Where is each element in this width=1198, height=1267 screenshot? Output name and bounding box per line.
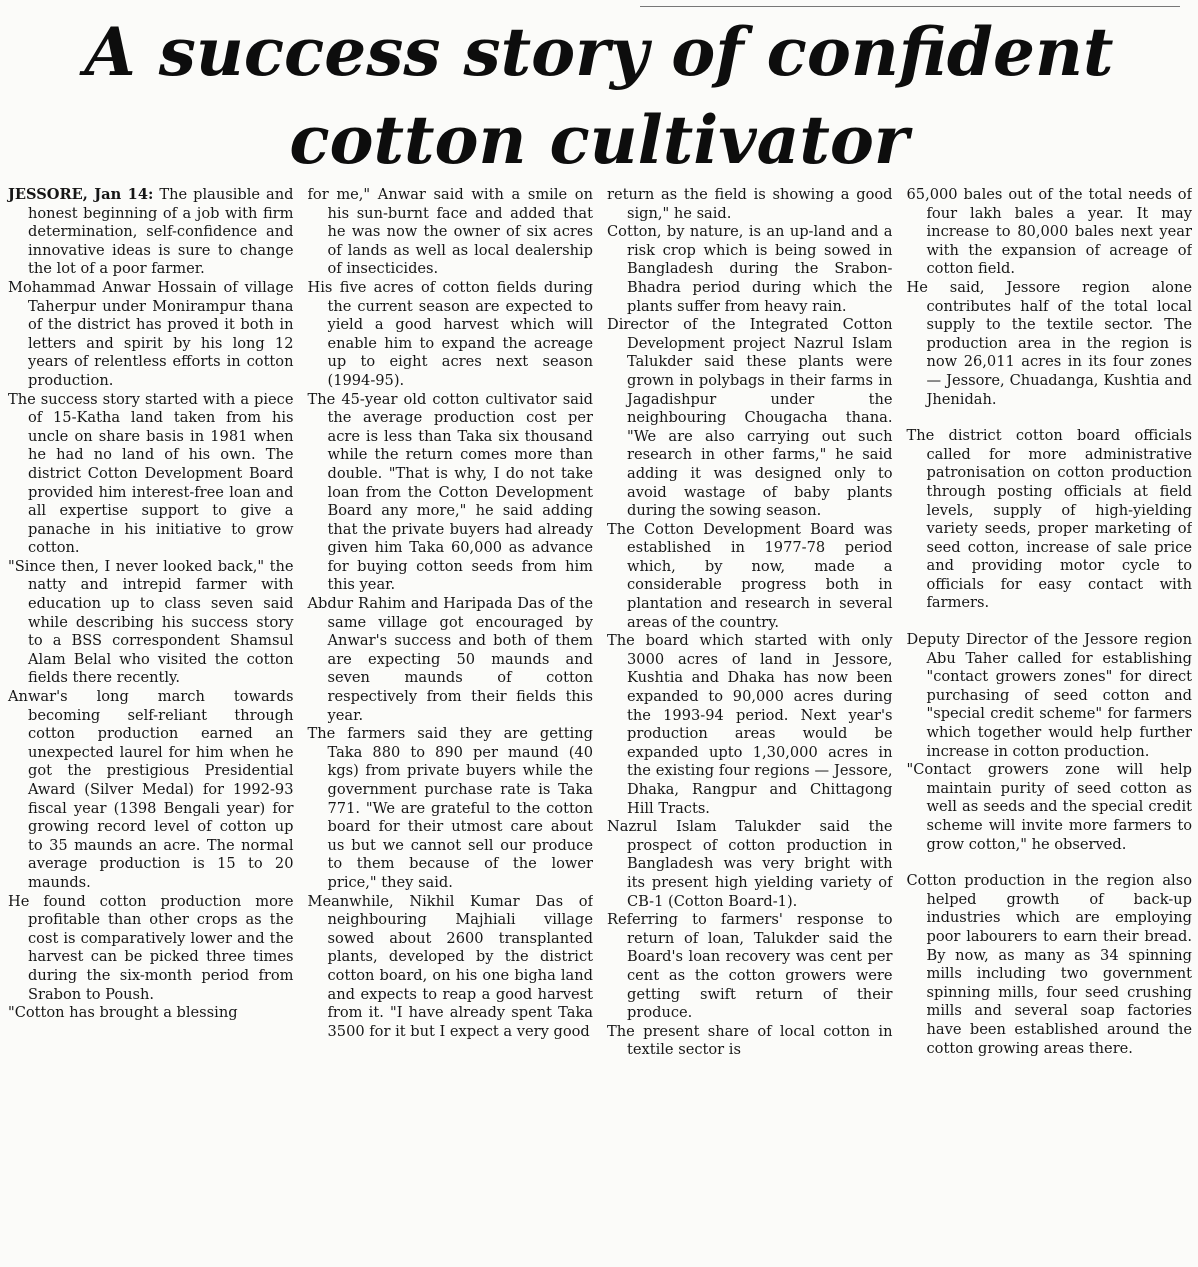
paragraph: Abdur Rahim and Haripada Das of the same village got encouraged by Anwar's success and both of them are expecting 50 maunds and seven maunds of cotton respectively from their fields this year. (307, 595, 593, 724)
paragraph: "Cotton has brought a blessing (8, 1004, 238, 1022)
paragraph: The farmers said they are getting Taka 880 to 890 per maund (40 kgs) from private buyers while the government purchase rate is Taka 771. "We are grateful to the cotton board for their utmost care about us but we cannot sell our produce to them because of the lower price," they said. (307, 725, 593, 891)
paragraph (6, 186, 294, 279)
paragraph-spacer (905, 854, 1193, 872)
column-1 (6, 186, 294, 1262)
paragraph: His five acres of cotton fields during the current season are expected to yield a good harvest which will enable him to expand the acreage up to eight acres next season (1994-95). (307, 278, 593, 389)
paragraph: The board which started with only 3000 acres of land in Jessore, Kushtia and Dhaka has now been expanded to 90,000 acres during the 1993-94 period. Next year's production areas would be expanded upto 1,30,000 acres in the existing four regions — Jessore, Dhaka, Rangpur and Chittagong Hill Tracts. (607, 632, 893, 817)
column-2 (306, 186, 594, 1262)
paragraph: He found cotton production more profitable than other crops as the cost is comparatively lower and the harvest can be picked three times during the six-month period from Srabon to Poush. (8, 892, 294, 1003)
paragraph: "Since then, I never looked back," the natty and intrepid farmer with education up to class seven said while describing his success story to a BSS correspondent Shamsul Alam Belal who visited the cotton fields there recently. (8, 557, 294, 687)
paragraph: return as the field is showing a good sign," he said. (607, 186, 893, 222)
paragraph: Referring to farmers' response to return of loan, Talukder said the Board's loan recovery was cent per cent as the cotton growers were getting swift return of their produce. (607, 911, 893, 1022)
column-4 (905, 186, 1193, 1262)
paragraph: Nazrul Islam Talukder said the prospect of cotton production in Bangladesh was very bright with its present high yielding variety of CB-1 (Cotton Board-1). (607, 818, 893, 910)
paragraph: Deputy Director of the Jessore region Abu Taher called for establishing "contact growers zones" for direct purchasing of seed cotton and "special credit scheme" for farmers which together would help further increase in cotton production. (906, 631, 1192, 760)
paragraph: Mohammad Anwar Hossain of village Taherpur under Monirampur thana of the district has proved it both in letters and spirit by his long 12 years of relentless efforts in cotton production. (8, 278, 294, 389)
headline: A success story of confident cotton cultivator (84, 13, 1114, 179)
paragraph: The Cotton Development Board was established in 1977-78 period which, by now, made a considerable progress both in plantation and research in several areas of the country. (607, 520, 893, 631)
paragraph-spacer (905, 409, 1193, 427)
paragraph: The 45-year old cotton cultivator said the average production cost per acre is less than Taka six thousand while the return comes more than double. "That is why, I do not take loan from the Cotton Development Board any more," he said adding that the private buyers had already given him Taka 60,000 as advance for buying cotton seeds from him this year. (307, 390, 593, 594)
paragraph: "Contact growers zone will help maintain purity of seed cotton as well as seeds and the special credit scheme will invite more farmers to grow cotton," he observed. (906, 761, 1192, 853)
paragraph: Cotton production in the region also helped growth of back-up industries which are employing poor labourers to earn their bread. By now, as many as 34 spinning mills including two government spinning mills, four seed crushing mills and several soap factories have been established around the cotton growing areas there. (906, 872, 1192, 1057)
cropped-header-rule (640, 0, 1180, 7)
paragraph-spacer (905, 613, 1193, 631)
paragraph: The success story started with a piece of 15-Katha land taken from his uncle on share basis in 1981 when he had no land of his own. The district Cotton Development Board provided him interest-free loan and all expertise support to give a panache in his initiative to grow cotton. (8, 390, 294, 557)
paragraph: Meanwhile, Nikhil Kumar Das of neighbouring Majhiali village sowed about 2600 transplanted plants, developed by the district cotton board, on his one bigha land and expects to reap a good harvest from it. "I have already spent Taka 3500 for it but I expect a very good (307, 892, 593, 1040)
article-body (6, 186, 1192, 1262)
paragraph: for me," Anwar said with a smile on his sun-burnt face and added that he was now the owner of six acres of lands as well as local dealership of insecticides. (307, 186, 593, 278)
paragraph: Anwar's long march towards becoming self-reliant through cotton production earned an unexpected laurel for him when he got the prestigious Presidential Award (Silver Medal) for 1992-93 fiscal year (1398 Bengali year) for growing record level of cotton up to 35 maunds an acre. The normal average production is 15 to 20 maunds. (8, 688, 294, 891)
paragraph: The district cotton board officials called for more administrative patronisation on cotton production through posting officials at field levels, supply of high-yielding variety seeds, proper marketing of seed cotton, increase of sale price and providing motor cycle to officials for easy contact with farmers. (906, 427, 1192, 612)
paragraph-text: The plausible and honest beginning of a job with firm determination, self-confidence and innovative ideas is sure to change the lot of a poor farmer. (28, 186, 294, 278)
paragraph: Director of the Integrated Cotton Development project Nazrul Islam Talukder said these plants were grown in polybags in their farms in Jagadishpur under the neighbouring Chougacha thana. "We are also carrying out such research in other farms," he said adding it was designed only to avoid wastage of baby plants during the sowing season. (607, 316, 893, 520)
paragraph: He said, Jessore region alone contributes half of the total local supply to the textile sector. The production area in the region is now 26,011 acres in its four zones — Jessore, Chuadanga, Kushtia and Jhenidah. (906, 278, 1192, 408)
column-3 (605, 186, 893, 1262)
paragraph: 65,000 bales out of the total needs of four lakh bales a year. It may increase to 80,000 bales next year with the expansion of acreage of cotton field. (906, 186, 1192, 278)
paragraph: Cotton, by nature, is an up-land and a risk crop which is being sowed in Bangladesh during the Srabon-Bhadra period during which the plants suffer from heavy rain. (607, 223, 893, 315)
dateline: JESSORE, Jan 14: (8, 186, 154, 203)
paragraph: The present share of local cotton in textile sector is (607, 1022, 893, 1059)
